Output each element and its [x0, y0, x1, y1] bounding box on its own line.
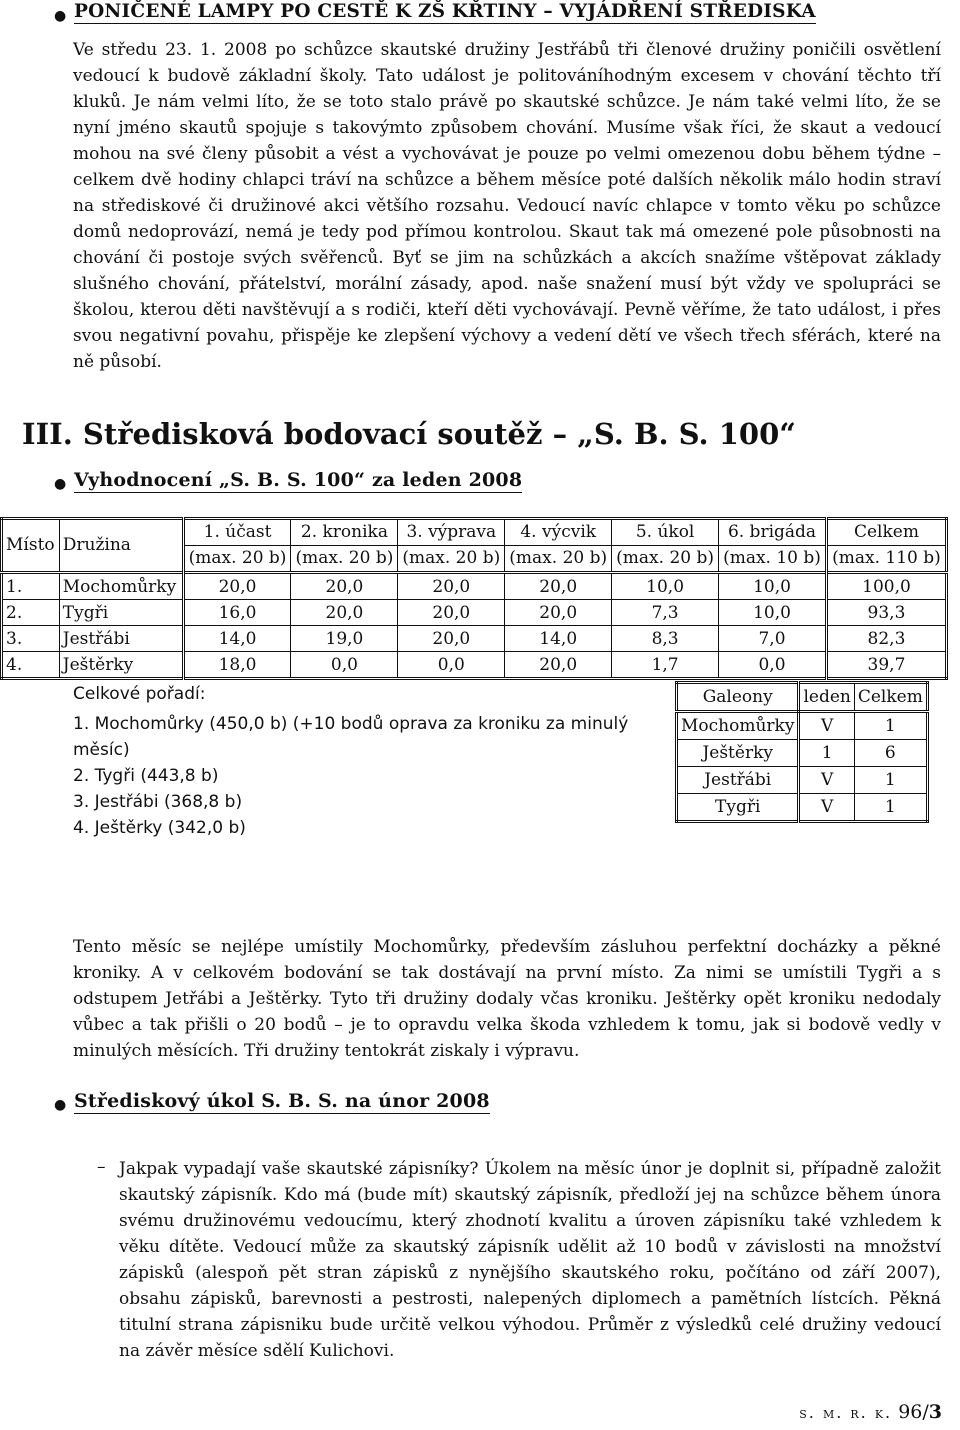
cell-place: 4.: [2, 652, 60, 679]
column-header-attendance: 1. účast: [183, 519, 291, 546]
cell-value: 20,0: [291, 600, 398, 626]
column-header-brigade: 6. brigáda: [719, 519, 827, 546]
overall-item: 1. Mochomůrky (450,0 b) (+10 bodů oprava za kroniku za minulý měsíc): [73, 714, 629, 760]
column-header-training: 4. výcvik: [505, 519, 612, 546]
table-row: [2, 626, 947, 652]
cell-value: 10,0: [719, 573, 827, 600]
cell-total: 39,7: [826, 652, 946, 679]
galeony-team: Tygři: [677, 794, 799, 822]
column-max: (max. 20 b): [612, 546, 719, 573]
chapter-heading: III. Středisková bodovací soutěž – „S. B. S. 100“: [22, 417, 796, 451]
galeony-team: Jestřábi: [677, 767, 799, 794]
bullet-icon: ●: [54, 1097, 67, 1113]
bullet-icon: ●: [54, 8, 67, 24]
cell-place: 1.: [2, 573, 60, 600]
cell-value: 20,0: [291, 573, 398, 600]
galeony-table: [675, 681, 929, 823]
cell-value: 19,0: [291, 626, 398, 652]
cell-value: 0,0: [398, 652, 505, 679]
galeony-header: leden: [799, 683, 854, 712]
cell-value: 14,0: [183, 626, 291, 652]
cell-place: 3.: [2, 626, 60, 652]
column-max: (max. 110 b): [826, 546, 946, 573]
table-row: [2, 600, 947, 626]
galeony-team: Mochomůrky: [677, 712, 799, 740]
section-title-task: Střediskový úkol S. B. S. na únor 2008: [74, 1090, 490, 1112]
bullet-icon: ●: [54, 476, 67, 492]
task-paragraph: Jakpak vypadají vaše skautské zápisníky? Úkolem na měsíc únor je doplnit si, případně založit skautský zápisník. Kdo má (bude mít) skautský zápisník, předloží jej na schůzce během února svému družinovému vedoucímu, který zhodnotí kvalitu a úroven zápisníku také vzhledem k věku dítěte. Vedoucí může za skautský zápisník udělit až 10 bodů v závislosti na množství zápisků (alespoň pět stran zápisků z nynějšího skautského roku, počítáno od září 2007), obsahu zápisků, barevnosti a pestrosti, nalepených diplomech a pamětních lístcích. Pěkná titulní strana zápisniku bude určitě velkou výhodou. Průměr z výsledků celé družiny vedoucí na závěr měsíce sdělí Kulichovi.: [119, 1159, 941, 1361]
galeony-row: [677, 767, 928, 794]
cell-value: 14,0: [505, 626, 612, 652]
evaluation-summary: Tento měsíc se nejlépe umístily Mochomůrky, především zásluhou perfektní docházky a pěkné kroniky. A v celkovém bodování se tak dostávají na první místo. Za nimi se umístili Tygři a s odstupem Jetřábi a Ještěrky. Tyto tři družiny dodaly včas kroniku. Ještěrky opět kroniku nedodaly vůbec a tak přišli o 20 bodů – je to opravdu velka škoda vzhledem k tomu, jak si bodově vedly v minulých měsících. Tři družiny tentokrát ziskaly i výpravu.: [73, 937, 941, 1061]
section-title-lamps: PONIČENÉ LAMPY PO CESTĚ K ZŠ KŘTINY – VYJÁDŘENÍ STŘEDISKA: [74, 2, 816, 24]
cell-value: 1,7: [612, 652, 719, 679]
cell-value: 0,0: [291, 652, 398, 679]
galeony-month: V: [799, 767, 854, 794]
score-table: [0, 517, 948, 680]
cell-value: 18,0: [183, 652, 291, 679]
column-max: (max. 20 b): [505, 546, 612, 573]
galeony-header: Galeony: [677, 683, 799, 712]
column-header-place: Místo: [2, 519, 60, 573]
overall-order-label: Celkové pořadí:: [73, 684, 206, 704]
overall-order: [73, 681, 653, 841]
column-max: (max. 20 b): [398, 546, 505, 573]
cell-value: 20,0: [398, 626, 505, 652]
section-paragraph-lamps: Ve středu 23. 1. 2008 po schůzce skautské družiny Jestřábů tři členové družiny poničili osvětlení vedoucí k budově základní školy. Tato událost je politováníhodným excesem v chování těchto tří kluků. Je nám velmi líto, že se toto stalo právě po skautské schůzce. Je nám také velmi líto, že se nyní jméno skautů spojuje s takovýmto způsobem chování. Musíme však říci, že skaut a vedoucí mohou na své členy působit a vést a vychovávat je pouze po velmi omezenou dobu během týdne – celkem dvě hodiny chlapci tráví na schůzce a během měsíce poté dalších několik málo hodin straví na střediskové či družinové akci většího rozsahu. Vedoucí navíc chlapce v tomto věku po schůzce domů nedoprovází, nemá je tedy pod přímou kontrolou. Skaut tak má omezené pole působnosti na chování či postoje svých svěřenců. Byť se jim na schůzkách a akcích snažíme vštěpovat základy slušného chování, přátelství, morální zásady, apod. naše snažení musí být vždy ve spolupráci se školou, kterou děti navštěvují a s rodiči, kteří děti vychovávají. Pevně věříme, že tato událost, i přes svou negativní povahu, přispěje ke zlepšení výchovy a vedení dětí ve všech třech sférách, které na ně působí.: [73, 40, 941, 372]
cell-value: 20,0: [398, 573, 505, 600]
page-footer: [799, 1401, 942, 1423]
overall-item: 4. Ještěrky (342,0 b): [73, 818, 246, 838]
galeony-month: V: [799, 794, 854, 822]
page-number: 3: [928, 1401, 942, 1423]
column-header-chronicle: 2. kronika: [291, 519, 398, 546]
overall-item: 3. Jestřábi (368,8 b): [73, 792, 243, 812]
galeony-row: [677, 794, 928, 822]
cell-place: 2.: [2, 600, 60, 626]
section-title-evaluation: Vyhodnocení „S. B. S. 100“ za leden 2008: [74, 469, 523, 491]
galeony-month: V: [799, 712, 854, 740]
cell-value: 0,0: [719, 652, 827, 679]
cell-total: 82,3: [826, 626, 946, 652]
galeony-month: 1: [799, 740, 854, 767]
cell-value: 7,0: [719, 626, 827, 652]
cell-value: 20,0: [505, 600, 612, 626]
table-row: [2, 652, 947, 679]
cell-team: Mochomůrky: [59, 573, 183, 600]
dash-marker: –: [97, 1157, 106, 1177]
column-max: (max. 20 b): [291, 546, 398, 573]
column-header-total: Celkem: [826, 519, 946, 546]
column-header-task: 5. úkol: [612, 519, 719, 546]
overall-item: 2. Tygři (443,8 b): [73, 766, 219, 786]
cell-value: 20,0: [505, 652, 612, 679]
cell-value: 20,0: [398, 600, 505, 626]
cell-value: 7,3: [612, 600, 719, 626]
galeony-total: 1: [854, 712, 927, 740]
cell-team: Jestřábi: [59, 626, 183, 652]
galeony-total: 6: [854, 740, 927, 767]
column-max: (max. 10 b): [719, 546, 827, 573]
galeony-total: 1: [854, 767, 927, 794]
issue-number: 96/: [898, 1401, 929, 1423]
galeony-row: [677, 740, 928, 767]
journal-name: s. m. r. k.: [799, 1403, 893, 1422]
cell-value: 10,0: [719, 600, 827, 626]
cell-value: 16,0: [183, 600, 291, 626]
column-header-trip: 3. výprava: [398, 519, 505, 546]
galeony-total: 1: [854, 794, 927, 822]
cell-value: 20,0: [183, 573, 291, 600]
cell-value: 10,0: [612, 573, 719, 600]
cell-team: Ještěrky: [59, 652, 183, 679]
column-header-team: Družina: [59, 519, 183, 573]
cell-team: Tygři: [59, 600, 183, 626]
table-row: [2, 573, 947, 600]
cell-value: 8,3: [612, 626, 719, 652]
cell-total: 100,0: [826, 573, 946, 600]
cell-value: 20,0: [505, 573, 612, 600]
cell-total: 93,3: [826, 600, 946, 626]
galeony-team: Ještěrky: [677, 740, 799, 767]
column-max: (max. 20 b): [183, 546, 291, 573]
galeony-row: [677, 712, 928, 740]
galeony-header: Celkem: [854, 683, 927, 712]
